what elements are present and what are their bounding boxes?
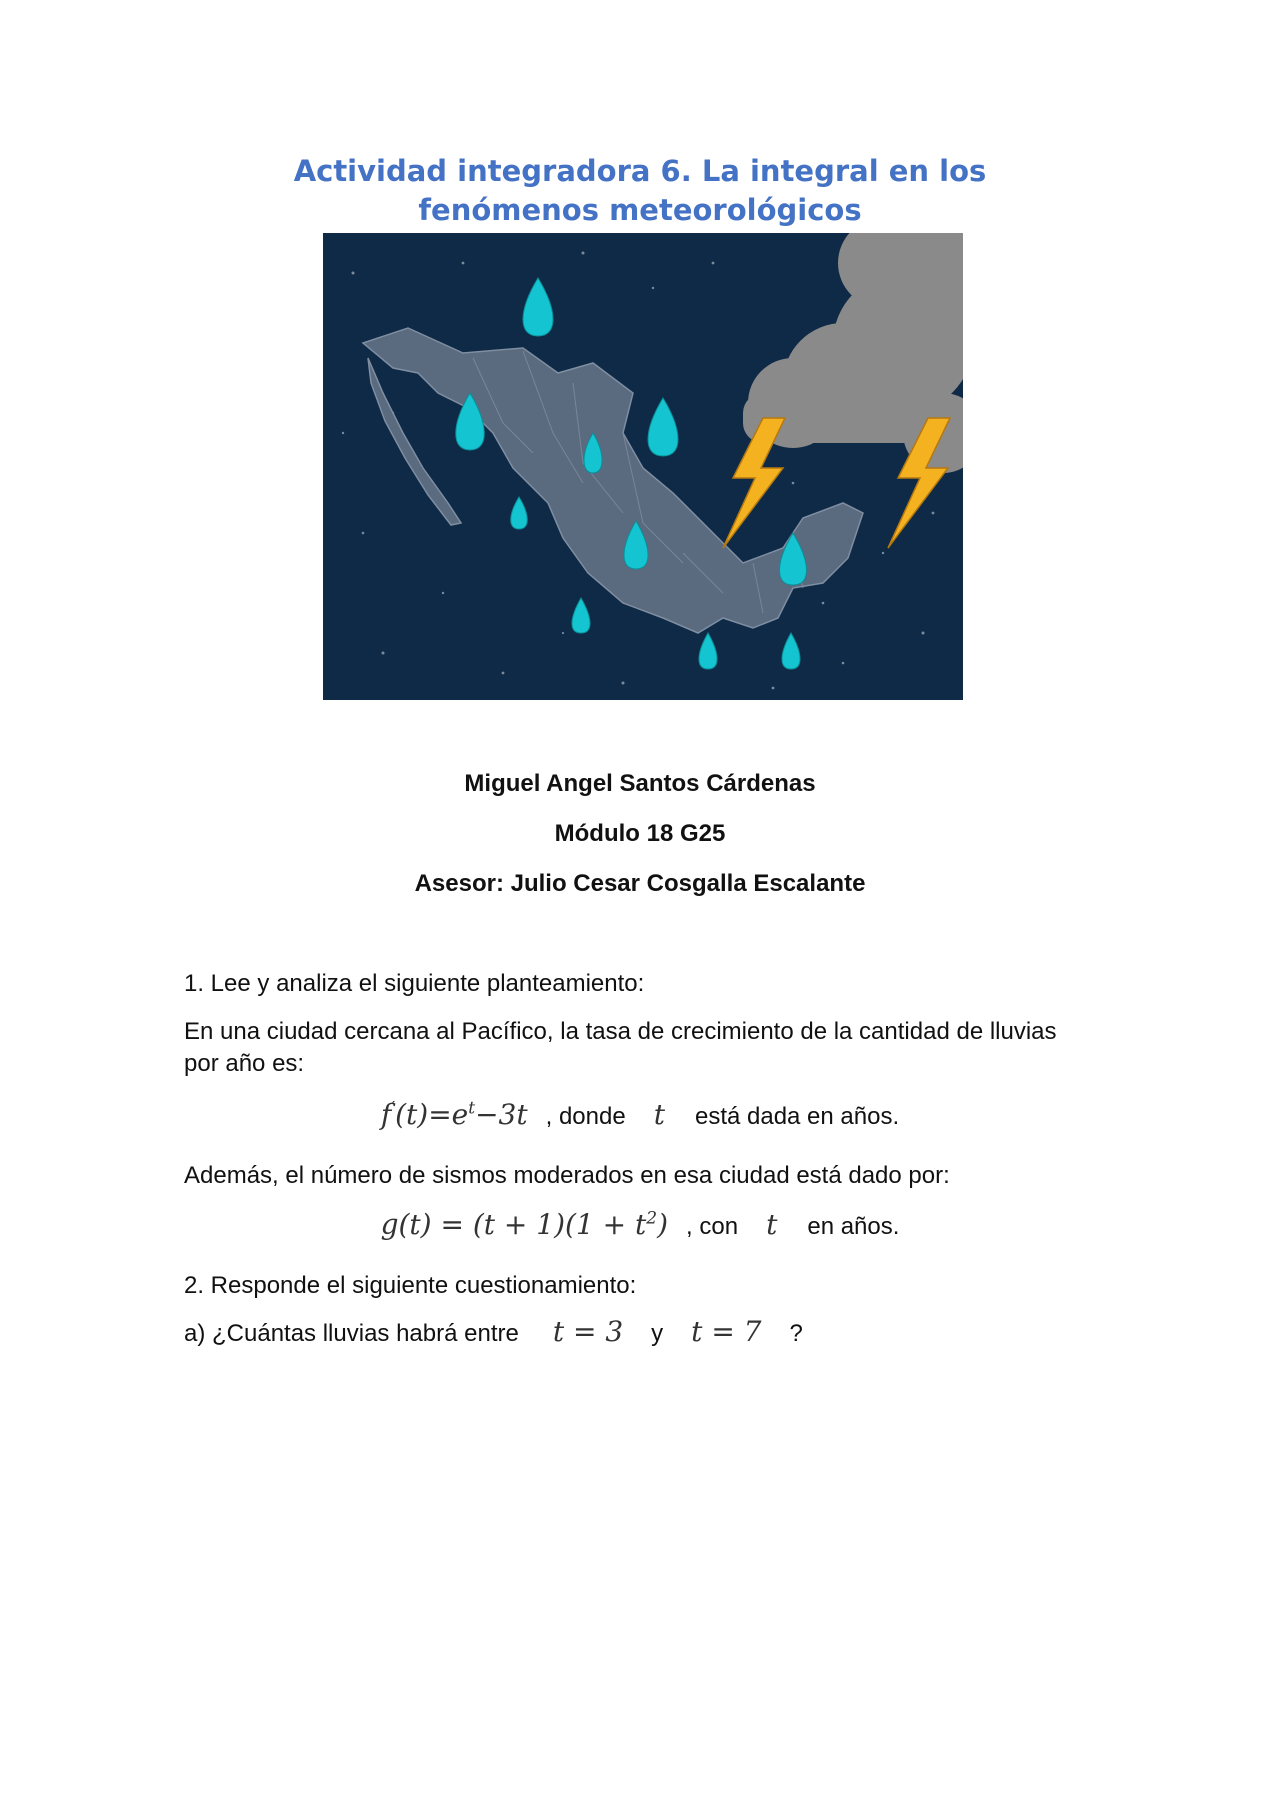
- title-line-1: Actividad integradora 6. La integral en los: [293, 154, 987, 188]
- module-label: Módulo 18 G25: [554, 820, 726, 847]
- equation-1-tail: está dada en años.: [694, 1103, 900, 1130]
- question-a-t-end: t = 7: [691, 1315, 762, 1348]
- question-a: [184, 1316, 1084, 1350]
- advisor-name: Asesor: Julio Cesar Cosgalla Escalante: [414, 870, 866, 897]
- equation-2-separator: , con: [686, 1213, 739, 1240]
- question-a-t-start: t = 3: [552, 1315, 624, 1348]
- equation-2-tail: en años.: [807, 1213, 900, 1240]
- rain-map-illustration-icon: [323, 233, 963, 700]
- question-a-lead: a) ¿Cuántas lluvias habrá entre: [184, 1320, 519, 1347]
- step-2-instruction: 2. Responde el siguiente cuestionamiento:: [184, 1272, 637, 1299]
- title-line-2: fenómenos meteorológicos: [418, 193, 862, 227]
- earthquake-formula: $g(t) = (t + 1)(1 + t^2)$: [380, 1208, 669, 1241]
- document-title: [230, 152, 1050, 230]
- equation-2-variable: t: [766, 1208, 778, 1241]
- equation-1-variable: t: [653, 1098, 665, 1131]
- question-a-end: ?: [789, 1320, 803, 1347]
- earthquakes-paragraph: Además, el número de sismos moderados en esa ciudad está dado por:: [184, 1162, 950, 1189]
- earthquake-equation-line: [0, 1208, 1280, 1252]
- rain-rate-formula: $f'(t)=e^t-3t$: [380, 1098, 528, 1131]
- rain-rate-equation-line: [0, 1098, 1280, 1142]
- question-a-conjunction: y: [651, 1320, 664, 1347]
- equation-1-separator: , donde: [545, 1103, 626, 1130]
- author-name: Miguel Angel Santos Cárdenas: [464, 770, 816, 797]
- intro-paragraph: En una ciudad cercana al Pacífico, la tasa de crecimiento de la cantidad de lluvias por año es:: [184, 1018, 1057, 1077]
- step-1-instruction: 1. Lee y analiza el siguiente planteamiento:: [184, 970, 645, 997]
